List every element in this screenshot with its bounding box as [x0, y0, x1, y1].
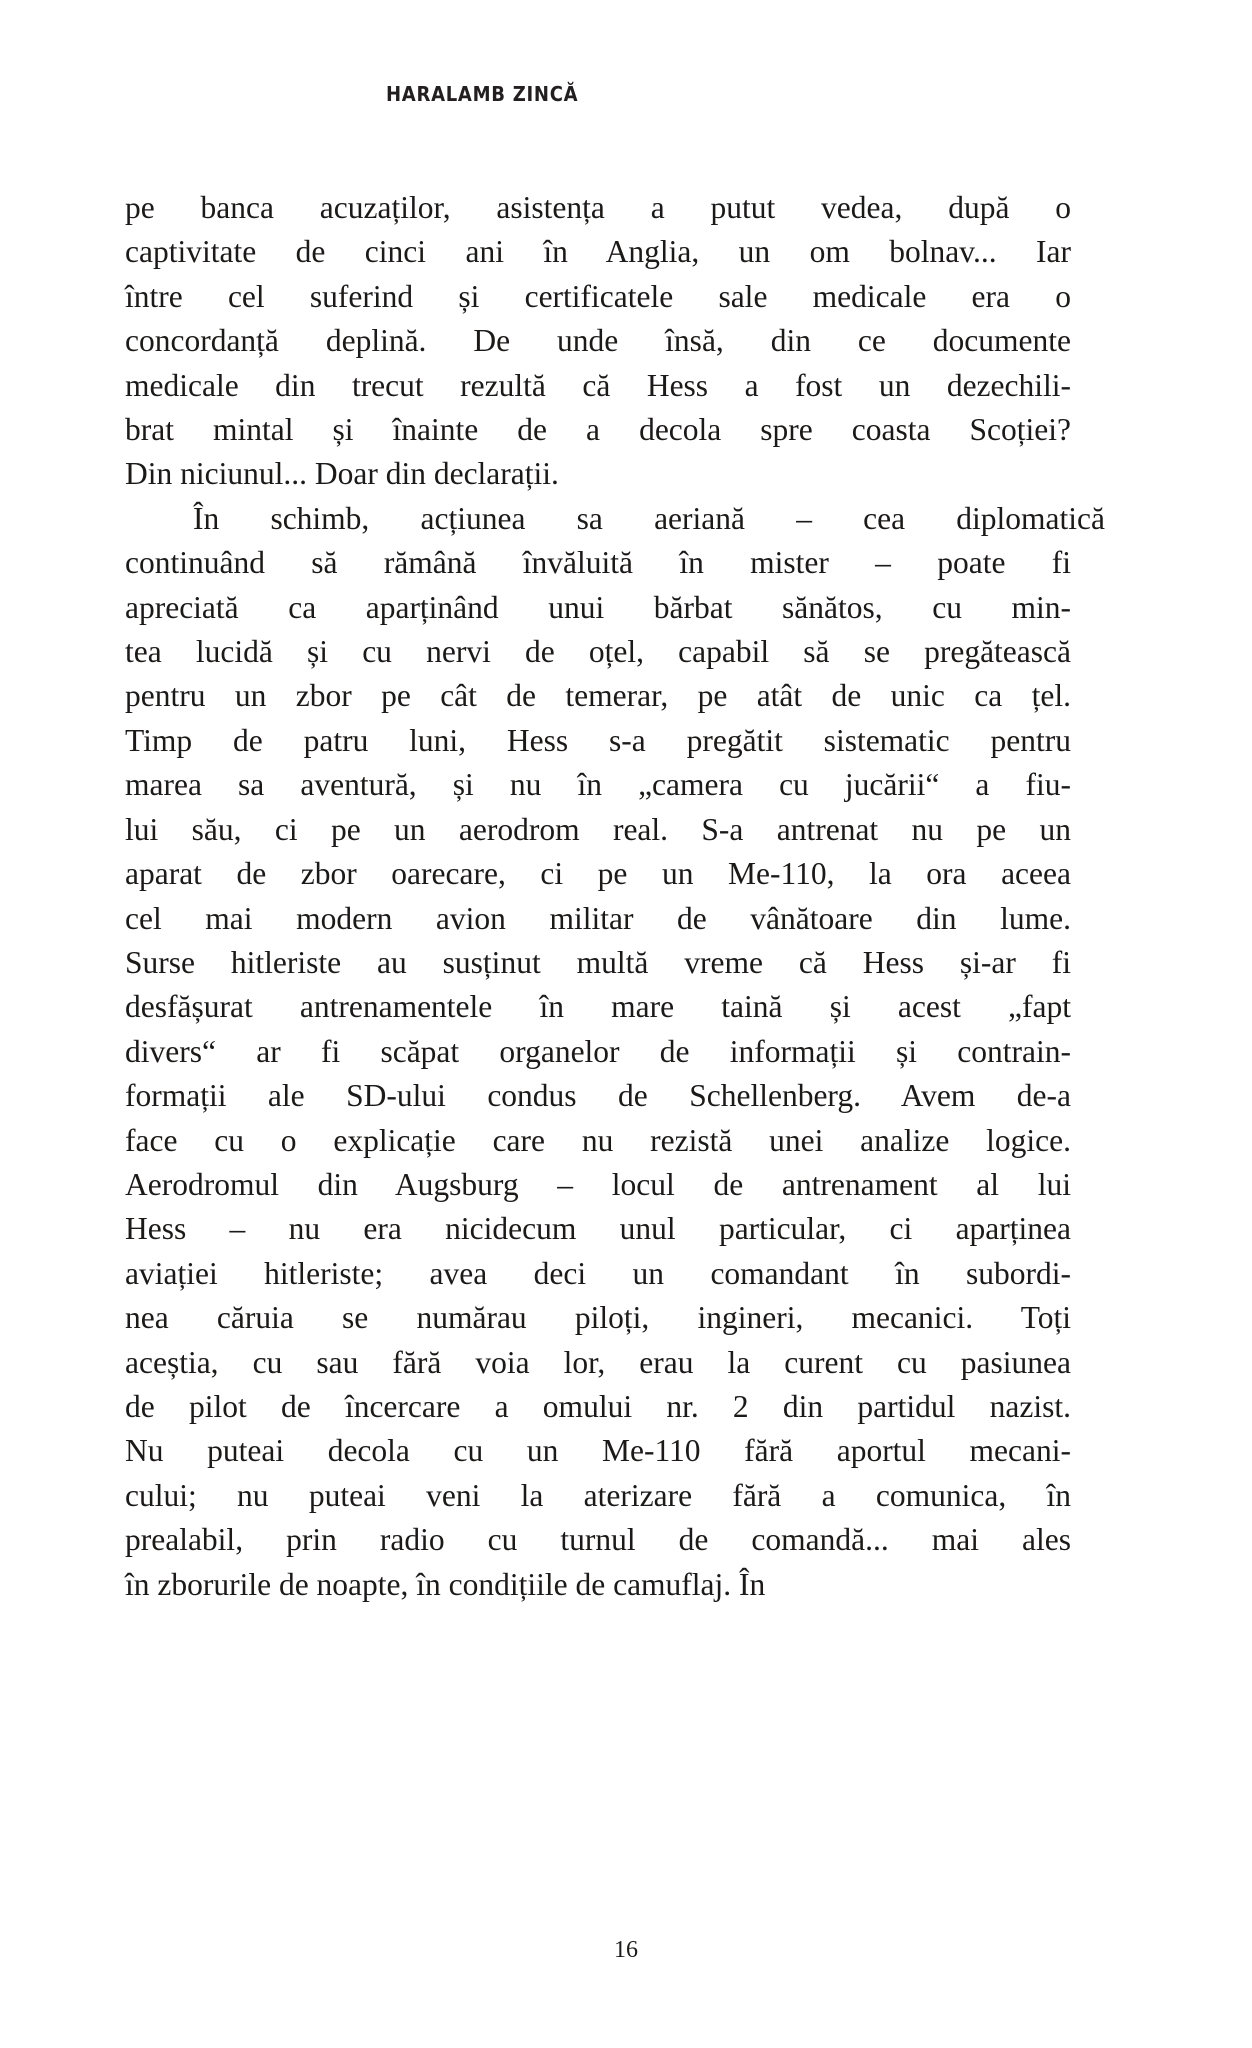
- text-line: [125, 674, 1071, 718]
- text-line: [125, 985, 1071, 1029]
- body-text: [125, 186, 1105, 1607]
- text-line-content: pe banca acuzaților, asistența a putut vedea, după o: [125, 190, 1071, 225]
- text-line-content: formații ale SD-ului condus de Schellenberg. Avem de-a: [125, 1078, 1071, 1114]
- text-line-content: nea căruia se numărau piloți, ingineri, mecanici. Toți: [125, 1300, 1071, 1336]
- text-line: [125, 1474, 1071, 1518]
- text-line: [125, 1030, 1071, 1074]
- text-line-content: cel mai modern avion militar de vânătoare din lume.: [125, 900, 1071, 936]
- text-line-content: pentru un zbor pe cât de temerar, pe atât de unic ca țel.: [125, 678, 1071, 714]
- text-line-content: divers“ ar fi scăpat organelor de informații și contrain-: [125, 1033, 1071, 1069]
- text-line: [125, 586, 1071, 630]
- text-line: [125, 497, 1105, 541]
- text-line-content: face cu o explicație care nu rezistă unei analize logice.: [125, 1122, 1071, 1158]
- text-line: [125, 1207, 1071, 1251]
- text-line-content: captivitate de cinci ani în Anglia, un om bolnav... Iar: [125, 234, 1071, 270]
- text-line: [125, 1074, 1071, 1118]
- text-line: [125, 1429, 1071, 1473]
- text-line: [125, 541, 1071, 585]
- text-line: [125, 408, 1071, 452]
- text-line: [125, 275, 1071, 319]
- paragraph: [125, 497, 1105, 1607]
- text-line: [125, 1163, 1071, 1207]
- text-line-content: Surse hitleriste au susținut multă vreme că Hess și-ar fi: [125, 944, 1071, 980]
- text-line: [125, 1385, 1071, 1429]
- text-line-content: concordanță deplină. De unde însă, din ce documente: [125, 323, 1071, 359]
- text-line: [125, 452, 1071, 496]
- text-line-content: aparat de zbor oarecare, ci pe un Me-110, la ora aceea: [125, 856, 1071, 892]
- text-line-content: aviației hitleriste; avea deci un comandant în subordi-: [125, 1255, 1071, 1291]
- text-line: [125, 763, 1071, 807]
- running-header: HARALAMB ZINCĂ: [386, 82, 579, 106]
- text-line-content: medicale din trecut rezultă că Hess a fost un dezechili-: [125, 367, 1071, 403]
- text-line-content: de pilot de încercare a omului nr. 2 din partidul nazist.: [125, 1388, 1071, 1424]
- text-line: [125, 808, 1071, 852]
- text-line-content: continuând să rămână învăluită în mister – poate fi: [125, 545, 1071, 581]
- text-line: [125, 1518, 1071, 1562]
- text-line-content: tea lucidă și cu nervi de oțel, capabil să se pregătească: [125, 634, 1071, 670]
- text-line: [125, 719, 1071, 763]
- text-line: [125, 1341, 1071, 1385]
- paragraph: [125, 186, 1071, 497]
- text-line-content: lui său, ci pe un aerodrom real. S-a antrenat nu pe un: [125, 811, 1071, 847]
- text-line-content: desfășurat antrenamentele în mare taină și acest „fapt: [125, 989, 1071, 1025]
- text-line: [125, 852, 1071, 896]
- text-line: [125, 1563, 1071, 1607]
- text-line-content: Din niciunul... Doar din declarații.: [125, 456, 559, 492]
- text-line-content: aceștia, cu sau fără voia lor, erau la curent cu pasiunea: [125, 1344, 1071, 1380]
- text-line-content: Aerodromul din Augsburg – locul de antrenament al lui: [125, 1166, 1071, 1202]
- text-line-content: marea sa aventură, și nu în „camera cu jucării“ a fiu-: [125, 767, 1071, 803]
- text-line-content: între cel suferind și certificatele sale medicale era o: [125, 278, 1071, 314]
- text-line: [125, 1119, 1071, 1163]
- text-line-content: în zborurile de noapte, în condițiile de camuflaj. În: [125, 1566, 766, 1602]
- text-line: [125, 1252, 1071, 1296]
- text-line: [125, 319, 1071, 363]
- text-line-content: apreciată ca aparținând unui bărbat sănătos, cu min-: [125, 589, 1071, 625]
- text-line-content: brat mintal și înainte de a decola spre coasta Scoției?: [125, 412, 1071, 448]
- text-line: [125, 630, 1071, 674]
- text-line-content: prealabil, prin radio cu turnul de comandă... mai ales: [125, 1522, 1071, 1558]
- text-line: [125, 897, 1071, 941]
- text-line-content: Timp de patru luni, Hess s-a pregătit sistematic pentru: [125, 722, 1071, 758]
- text-line-content: În schimb, acțiunea sa aeriană – cea diplomatică: [193, 500, 1105, 536]
- text-line: [125, 186, 1071, 230]
- text-line-content: cului; nu puteai veni la aterizare fără a comunica, în: [125, 1477, 1071, 1513]
- text-line-content: Nu puteai decola cu un Me-110 fără aportul mecani-: [125, 1433, 1071, 1469]
- text-line: [125, 230, 1071, 274]
- text-line: [125, 1296, 1071, 1340]
- page-number: 16: [614, 1937, 638, 1963]
- text-line: [125, 941, 1071, 985]
- text-line-content: Hess – nu era nicidecum unul particular, ci aparținea: [125, 1211, 1071, 1247]
- text-line: [125, 364, 1071, 408]
